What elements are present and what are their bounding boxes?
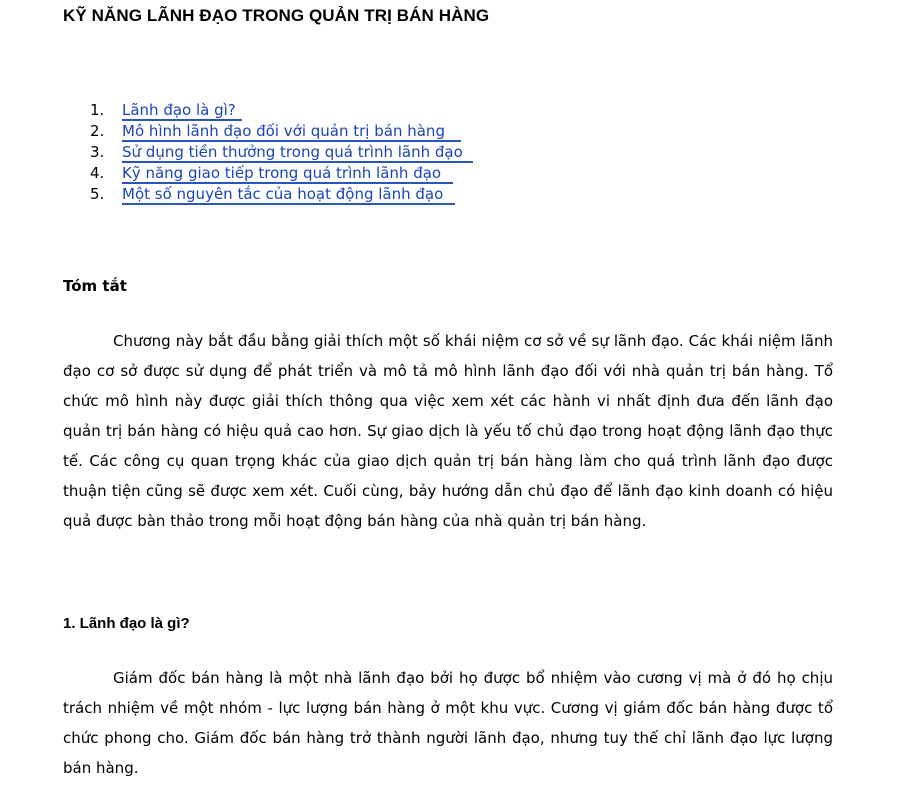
toc-item-number: 3. xyxy=(90,143,105,161)
toc-item-number: 4. xyxy=(90,164,105,182)
summary-heading: Tóm tắt xyxy=(63,277,127,295)
section-heading-1: 1. Lãnh đạo là gì? xyxy=(63,615,190,632)
toc-link-leadership-definition[interactable]: Lãnh đạo là gì? xyxy=(122,101,242,121)
table-of-contents xyxy=(90,100,473,205)
toc-link-bonus-usage[interactable]: Sử dụng tiền thưởng trong quá trình lãnh đạo xyxy=(122,143,473,163)
toc-item xyxy=(90,121,473,142)
toc-item xyxy=(90,100,473,121)
toc-item-number: 1. xyxy=(90,101,105,119)
toc-item xyxy=(90,142,473,163)
toc-item-number: 2. xyxy=(90,122,105,140)
toc-link-leadership-model[interactable]: Mô hình lãnh đạo đối với quản trị bán hàng xyxy=(122,122,461,142)
toc-item xyxy=(90,184,473,205)
summary-paragraph: Chương này bắt đầu bằng giải thích một số khái niệm cơ sở về sự lãnh đạo. Các khái niệm lãnh đạo cơ sở được sử dụng để phát triển và mô tả mô hình lãnh đạo đối với nhà quản trị bán hàng. Tổ chức mô hình này được giải thích thông qua việc xem xét các hành vi nhất định đưa đến lãnh đạo quản trị bán hàng có hiệu quả cao hơn. Sự giao dịch là yếu tố chủ đạo trong hoạt động lãnh đạo thực tế. Các công cụ quan trọng khác của giao dịch quản trị bán hàng làm cho quá trình lãnh đạo được thuận tiện cũng sẽ được xem xét. Cuối cùng, bảy hướng dẫn chủ đạo để lãnh đạo kinh doanh có hiệu quả được bàn thảo trong mỗi hoạt động bán hàng của nhà quản trị bán hàng. xyxy=(63,332,833,530)
document-title: KỸ NĂNG LÃNH ĐẠO TRONG QUẢN TRỊ BÁN HÀNG xyxy=(63,6,490,25)
toc-link-communication-skills[interactable]: Kỹ năng giao tiếp trong quá trình lãnh đạo xyxy=(122,164,453,184)
section-1-paragraph: Giám đốc bán hàng là một nhà lãnh đạo bởi họ được bổ nhiệm vào cương vị mà ở đó họ chịu trách nhiệm về một nhóm - lực lượng bán hàng ở một khu vực. Cương vị giám đốc bán hàng được tổ chức phong cho. Giám đốc bán hàng trở thành người lãnh đạo, nhưng tuy thế chỉ lãnh đạo lực lượng bán hàng. xyxy=(63,669,833,777)
toc-link-leadership-principles[interactable]: Một số nguyên tắc của hoạt động lãnh đạo xyxy=(122,185,455,205)
toc-item-number: 5. xyxy=(90,185,105,203)
toc-item xyxy=(90,163,473,184)
